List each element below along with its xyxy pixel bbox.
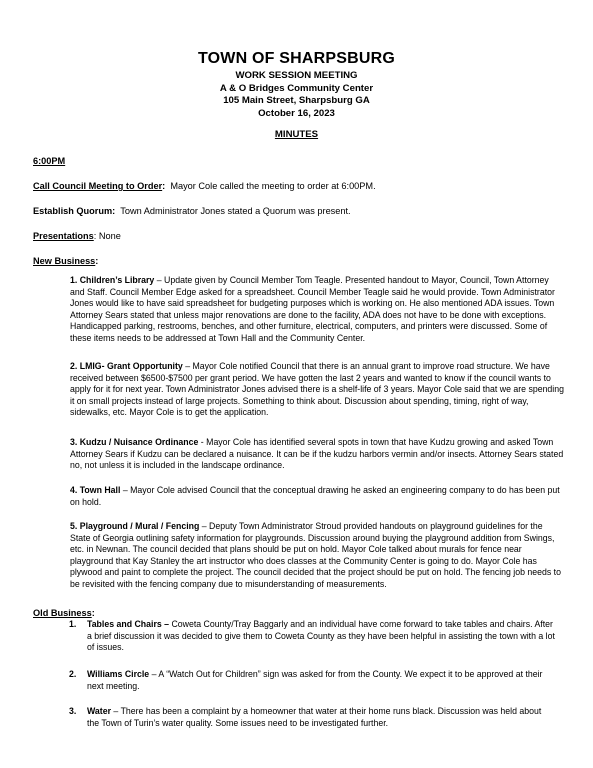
meeting-time: 6:00PM <box>33 156 66 166</box>
establish-quorum <box>33 205 351 217</box>
item-title: Water <box>87 706 111 716</box>
call-to-order-colon: : <box>162 181 166 191</box>
item-title: 4. Town Hall <box>70 485 121 495</box>
item-title: 3. Kudzu / Nuisance Ordinance <box>70 437 199 447</box>
new-business-item-3 <box>70 437 565 472</box>
old-business-label: Old Business <box>33 608 92 618</box>
item-title: 1. Children’s Library <box>70 275 155 285</box>
new-business-item-4 <box>70 485 565 508</box>
item-text: - Mayor Cole has identified several spots in town that have Kudzu growing and asked Town Attorney Sears if Kudzu can be declared a nuisance. It can be if the kudzu harbors vermin and/or insects. Attorney Sears stated no, not unless it is included in the landscape ordinance. <box>70 437 564 471</box>
item-number: 2. <box>69 669 77 679</box>
item-text: Coweta County/Tray Baggarly and an individual have come forward to take tables and chairs. After a brief discussion it was decided to give them to Coweta County as they have been helpful in assisting the town with a lot of issues. <box>87 619 555 653</box>
quorum-label: Establish Quorum: <box>33 206 116 216</box>
venue-address: 105 Main Street, Sharpsburg GA <box>223 95 370 106</box>
item-number: 3. <box>69 706 77 716</box>
venue-name: A & O Bridges Community Center <box>219 82 374 94</box>
item-title: 5. Playground / Mural / Fencing <box>70 521 200 531</box>
presentations-label: Presentations <box>33 231 94 241</box>
presentations <box>33 230 121 242</box>
item-title: Tables and Chairs – <box>87 619 170 629</box>
new-business-item-5 <box>70 521 565 591</box>
new-business-heading <box>33 255 98 267</box>
item-text: – Update given by Council Member Tom Teagle. Presented handout to Mayor, Council, Town Attorney and Staff. Council Member Edge asked for a spreadsheet. Council Member Teagle said he would provide. Town Administrator Jones would like to have said spreadsheet for budgeting purposes which is working on. He also mentioned ADA issues. Town Attorney Sears stated that unless major renovations are done to the facility, ADA does not have to be done with exceptions. Handicapped parking, restrooms, benches, and other furniture, electrical, computers, and printers were discussed. Some of these items needs to be addressed at Town Hall and the Community Center. <box>70 275 555 343</box>
new-business-item-1 <box>70 275 565 345</box>
meeting-type: WORK SESSION MEETING <box>235 70 358 81</box>
new-business-item-2 <box>70 361 565 419</box>
new-business-label: New Business <box>33 256 96 266</box>
old-business-colon: : <box>91 608 95 618</box>
minutes-heading: MINUTES <box>274 129 319 140</box>
presentations-text: : None <box>93 231 121 241</box>
item-text: – Mayor Cole notified Council that there is an annual grant to improve road structure. We have received between $6500-$7500 per grant period. We have gotten the last 2 years and wanted to know if the council wants to apply for it for next year. Town Administrator Jones advised there is a shelf-life of 3 years. Mayor Cole said that we are spending it on small projects instead of large projects. Something to think about. Discussion about spending, timing, right of way, sidewalks, etc. Mayor Cole is to get the application. <box>70 361 564 418</box>
call-to-order-label: Call Council Meeting to Order <box>33 181 163 191</box>
call-to-order <box>33 180 376 192</box>
call-to-order-text: Mayor Cole called the meeting to order at 6:00PM. <box>170 181 376 191</box>
item-text: – Deputy Town Administrator Stroud provided handouts on playground guidelines for the State of Georgia outlining safety information for playgrounds. Discussion around buying the playground addition from Swings, etc. in Newnan. The council decided that plans should be put on hold. Mayor Cole talked about murals for fence near playground that Kay Stanley the art instructor who does classes at the Community Center is going to do. Mayor Cole has plywood and paint to complete the project. The council decided that the project should be put on hold. The fencing job needs to be revisited with the fencing company due to misunderstanding of measurements. <box>70 521 561 589</box>
item-text: – A “Watch Out for Children” sign was asked for from the County. We expect it to be approved at their next meeting. <box>87 669 543 691</box>
item-title: Williams Circle <box>87 669 150 679</box>
item-number: 1. <box>69 619 77 629</box>
item-title: 2. LMIG- Grant Opportunity <box>70 361 183 371</box>
quorum-text: Town Administrator Jones stated a Quorum was present. <box>120 206 351 216</box>
item-text: – Mayor Cole advised Council that the conceptual drawing he asked an engineering company to do has been put on hold. <box>70 485 560 507</box>
new-business-colon: : <box>95 256 99 266</box>
item-text: – There has been a complaint by a homeowner that water at their home runs black. Discussion was held about the Town of Turin’s water quality. Some issues need to be investigated further. <box>87 706 542 728</box>
old-business-heading <box>33 607 95 619</box>
town-title: TOWN OF SHARPSBURG <box>197 50 396 67</box>
meeting-date: October 16, 2023 <box>258 107 335 119</box>
item-body <box>87 706 555 729</box>
item-body <box>87 669 555 692</box>
item-body <box>87 619 555 654</box>
